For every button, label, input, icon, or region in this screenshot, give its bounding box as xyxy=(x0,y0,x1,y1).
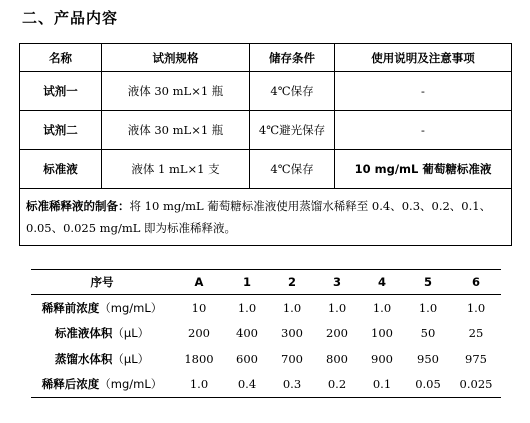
cell: 200 xyxy=(326,326,348,341)
cell: 1.0 xyxy=(418,300,438,315)
section-heading: 二、产品内容 xyxy=(22,9,119,27)
header-index: 序号 xyxy=(31,270,173,295)
reagent-storage: 4℃保存 xyxy=(250,150,335,189)
reagent-storage: 4℃保存 xyxy=(250,72,335,111)
table-row xyxy=(31,295,501,321)
cell: 300 xyxy=(281,326,303,341)
dilution-note-label: 标准稀释液的制备： xyxy=(26,199,130,213)
cell: 0.05 xyxy=(405,372,451,398)
cell: 900 xyxy=(371,351,393,366)
cell: 100 xyxy=(371,326,393,341)
cell: 0.2 xyxy=(315,372,359,398)
cell: 1.0 xyxy=(237,300,257,315)
reagent-spec: 液体 1 mL×1 支 xyxy=(102,150,250,189)
cell: 1800 xyxy=(184,351,214,366)
cell: 600 xyxy=(236,351,258,366)
cell: 800 xyxy=(326,351,348,366)
table-row xyxy=(31,346,501,372)
dilution-table xyxy=(31,269,501,398)
dilution-table-header xyxy=(31,270,501,295)
cell: 0.4 xyxy=(225,372,269,398)
header-col-5: 5 xyxy=(405,270,451,295)
table-row xyxy=(31,321,501,347)
header-col-6: 6 xyxy=(451,270,501,295)
dilution-note-text: 将 10 mg/mL 葡萄糖标准液使用蒸馏水稀释至 0.4、0.3、0.2、0.1、0.05、0.025 mg/mL 即为标准稀释液。 xyxy=(26,199,492,235)
reagent-name: 试剂二 xyxy=(20,111,102,150)
row-label: 标准液体积（μL） xyxy=(54,326,150,341)
reagent-note: 10 mg/mL 葡萄糖标准液 xyxy=(335,150,512,189)
reagent-table-header xyxy=(20,44,512,72)
reagent-name: 标准液 xyxy=(20,150,102,189)
reagent-spec: 液体 30 mL×1 瓶 xyxy=(102,72,250,111)
header-storage: 储存条件 xyxy=(250,44,335,72)
row-label: 稀释前浓度（mg/mL） xyxy=(41,300,163,315)
row-label: 蒸馏水体积（μL） xyxy=(54,351,150,366)
cell: 10 xyxy=(191,300,207,315)
cell: 200 xyxy=(188,326,210,341)
cell: 0.1 xyxy=(359,372,405,398)
table-row xyxy=(31,372,501,398)
cell: 1.0 xyxy=(282,300,302,315)
header-notes: 使用说明及注意事项 xyxy=(335,44,512,72)
cell: 400 xyxy=(236,326,258,341)
cell: 950 xyxy=(417,351,439,366)
header-spec: 试剂规格 xyxy=(102,44,250,72)
header-col-4: 4 xyxy=(359,270,405,295)
header-col-2: 2 xyxy=(269,270,315,295)
reagent-table xyxy=(19,43,512,246)
header-col-1: 1 xyxy=(225,270,269,295)
cell: 700 xyxy=(281,351,303,366)
cell: 0.3 xyxy=(269,372,315,398)
reagent-spec: 液体 30 mL×1 瓶 xyxy=(102,111,250,150)
header-name: 名称 xyxy=(20,44,102,72)
cell: 975 xyxy=(465,351,487,366)
reagent-name: 试剂一 xyxy=(20,72,102,111)
cell: 1.0 xyxy=(173,372,225,398)
dilution-note xyxy=(20,189,512,246)
cell: 25 xyxy=(468,326,484,341)
cell: 0.025 xyxy=(451,372,501,398)
cell: 1.0 xyxy=(466,300,486,315)
header-col-3: 3 xyxy=(315,270,359,295)
reagent-note: - xyxy=(335,72,512,111)
header-col-a: A xyxy=(173,270,225,295)
dilution-note-row xyxy=(20,189,512,246)
table-row xyxy=(20,111,512,150)
cell: 1.0 xyxy=(327,300,347,315)
table-row xyxy=(20,72,512,111)
reagent-note: - xyxy=(335,111,512,150)
cell: 50 xyxy=(420,326,436,341)
reagent-storage: 4℃避光保存 xyxy=(250,111,335,150)
table-row xyxy=(20,150,512,189)
cell: 1.0 xyxy=(372,300,392,315)
row-label: 稀释后浓度（mg/mL） xyxy=(31,372,173,398)
